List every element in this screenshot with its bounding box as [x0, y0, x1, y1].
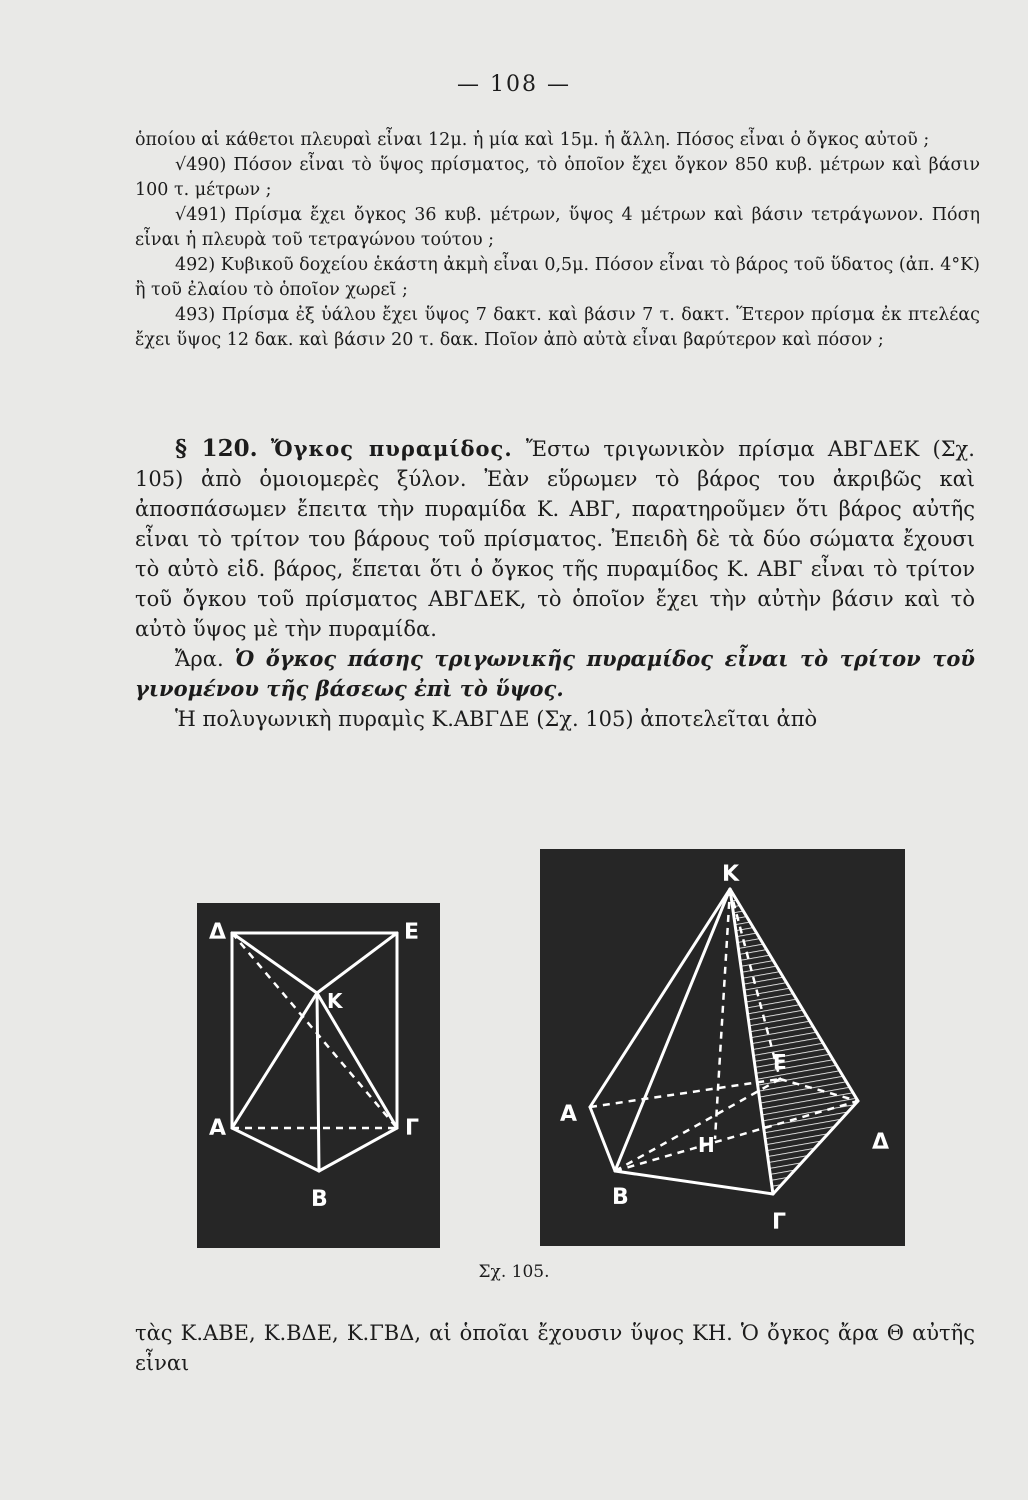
edge-ka [232, 993, 317, 1128]
edge-bg [615, 1171, 773, 1194]
conclusion-prefix: Ἄρα. [175, 647, 224, 671]
section-body: Ἔστω τριγωνικὸν πρίσμα ΑΒΓΔΕΚ (Σχ. 105) ἀπὸ ὁμοιομερὲς ξύλον. Ἐὰν εὕρωμεν τὸ βάρος του ἀκριβῶς καὶ ἀποσπάσωμεν ἔπειτα τὴν πυραμίδα Κ. ΑΒΓ, παρατηροῦμεν ὅτι βάρος αὐτῆς εἶναι τὸ τρίτον του βάρους τοῦ πρίσματος. Ἐπειδὴ δὲ τὰ δύο σώματα ἔχουσι τὸ αὐτὸ εἰδ. βάρος, ἕπεται ὅτι ὁ ὄγκος τῆς πυραμίδος Κ. ΑΒΓ εἶναι τὸ τρίτον τοῦ ὄγκου τοῦ πρίσματος ΑΒΓΔΕΚ, τὸ ὁποῖον ἔχει τὴν αὐτὴν βάσιν καὶ τὸ αὐτὸ ὕψος μὲ τὴν πυραμίδα. [135, 437, 975, 641]
theorem-statement: Ὁ ὄγκος πάσης τριγωνικῆς πυραμίδος εἶναι τὸ τρίτον τοῦ γινομένου τῆς βάσεως ἐπὶ τὸ ὕψος. [135, 646, 975, 701]
edge-ab [232, 1128, 319, 1171]
prism-label-kappa: Κ [327, 989, 343, 1013]
conclusion-paragraph [135, 644, 975, 704]
pyramid-figure [540, 849, 905, 1246]
edge-ab [590, 1107, 615, 1171]
edge-kg [317, 993, 397, 1128]
section-paragraph [135, 434, 975, 644]
prism-label-alpha: Α [209, 1116, 227, 1141]
pyramid-label-delta: Δ [872, 1130, 890, 1155]
pyramid-label-epsilon: Ε [773, 1050, 787, 1074]
polygonal-intro: Ἡ πολυγωνικὴ πυραμὶς Κ.ΑΒΓΔΕ (Σχ. 105) ἀποτελεῖται ἀπὸ [175, 707, 818, 731]
pyramid-label-kappa: Κ [722, 862, 740, 887]
edge-kb [317, 993, 319, 1171]
pyramid-label-alpha: Α [560, 1102, 578, 1127]
page-number: — 108 — [457, 72, 571, 97]
exercise-491: √491) Πρίσμα ἔχει ὄγκος 36 κυβ. μέτρων, ὕψος 4 μέτρων καὶ βάσιν τετράγωνον. Πόση εἶναι ἡ πλευρὰ τοῦ τετραγώνου τούτου ; [135, 205, 980, 250]
height-kh [715, 889, 730, 1139]
section-title: Ὄγκος πυραμίδος. [270, 436, 513, 461]
prism-label-gamma: Γ [405, 1116, 420, 1141]
exercise-489-tail: ὁποίου αἱ κάθετοι πλευραὶ εἶναι 12μ. ἡ μία καὶ 15μ. ἡ ἄλλη. Πόσος εἶναι ὁ ὄγκος αὐτοῦ ; [135, 130, 930, 150]
exercise-490: √490) Πόσον εἶναι τὸ ὕψος πρίσματος, τὸ ὁποῖον ἔχει ὄγκον 850 κυβ. μέτρων καὶ βάσιν 100 τ. μέτρων ; [135, 155, 980, 200]
hidden-edge-ae [590, 1079, 780, 1107]
section-number: § 120. [175, 435, 258, 462]
prism-label-epsilon: Ε [404, 920, 420, 945]
edge-kb [615, 889, 730, 1171]
edge-ka [590, 889, 730, 1107]
hatched-face [730, 889, 858, 1194]
exercise-list [135, 128, 980, 353]
continuation-text: τὰς Κ.ΑΒΕ, Κ.ΒΔΕ, Κ.ΓΒΔ, αἱ ὁποῖαι ἔχουσιν ὕψος ΚΗ. Ὁ ὄγκος ἄρα Θ αὐτῆς εἶναι [135, 1321, 975, 1375]
hidden-diagonal [232, 933, 397, 1128]
pyramid-label-beta: Β [612, 1185, 629, 1210]
prism-drawing [197, 903, 440, 1248]
edge-ek [317, 933, 397, 993]
continuation [135, 1318, 975, 1378]
hidden-edge-be [615, 1079, 780, 1171]
prism-label-beta: Β [311, 1187, 328, 1212]
pyramid-label-gamma: Γ [772, 1210, 787, 1235]
section-120 [135, 434, 975, 734]
pyramid-label-eta: Η [698, 1133, 715, 1157]
prism-figure [197, 903, 440, 1248]
figure-caption: Σχ. 105. [478, 1262, 550, 1282]
exercise-492: 492) Κυβικοῦ δοχείου ἑκάστη ἀκμὴ εἶναι 0,5μ. Πόσον εἶναι τὸ βάρος τοῦ ὕδατος (ἀπ. 4°Κ) ἢ τοῦ ἐλαίου τὸ ὁποῖον χωρεῖ ; [135, 255, 980, 300]
exercise-493: 493) Πρίσμα ἐξ ὑάλου ἔχει ὕψος 7 δακτ. καὶ βάσιν 7 τ. δακτ. Ἕτερον πρίσμα ἐκ πτελέας ἔχει ὕψος 12 δακ. καὶ βάσιν 20 τ. δακ. Ποῖον ἀπὸ αὐτὰ εἶναι βαρύτερον καὶ πόσον ; [135, 305, 980, 350]
pyramid-drawing [540, 849, 905, 1246]
prism-label-delta: Δ [209, 920, 227, 945]
edge-gb [319, 1128, 397, 1171]
